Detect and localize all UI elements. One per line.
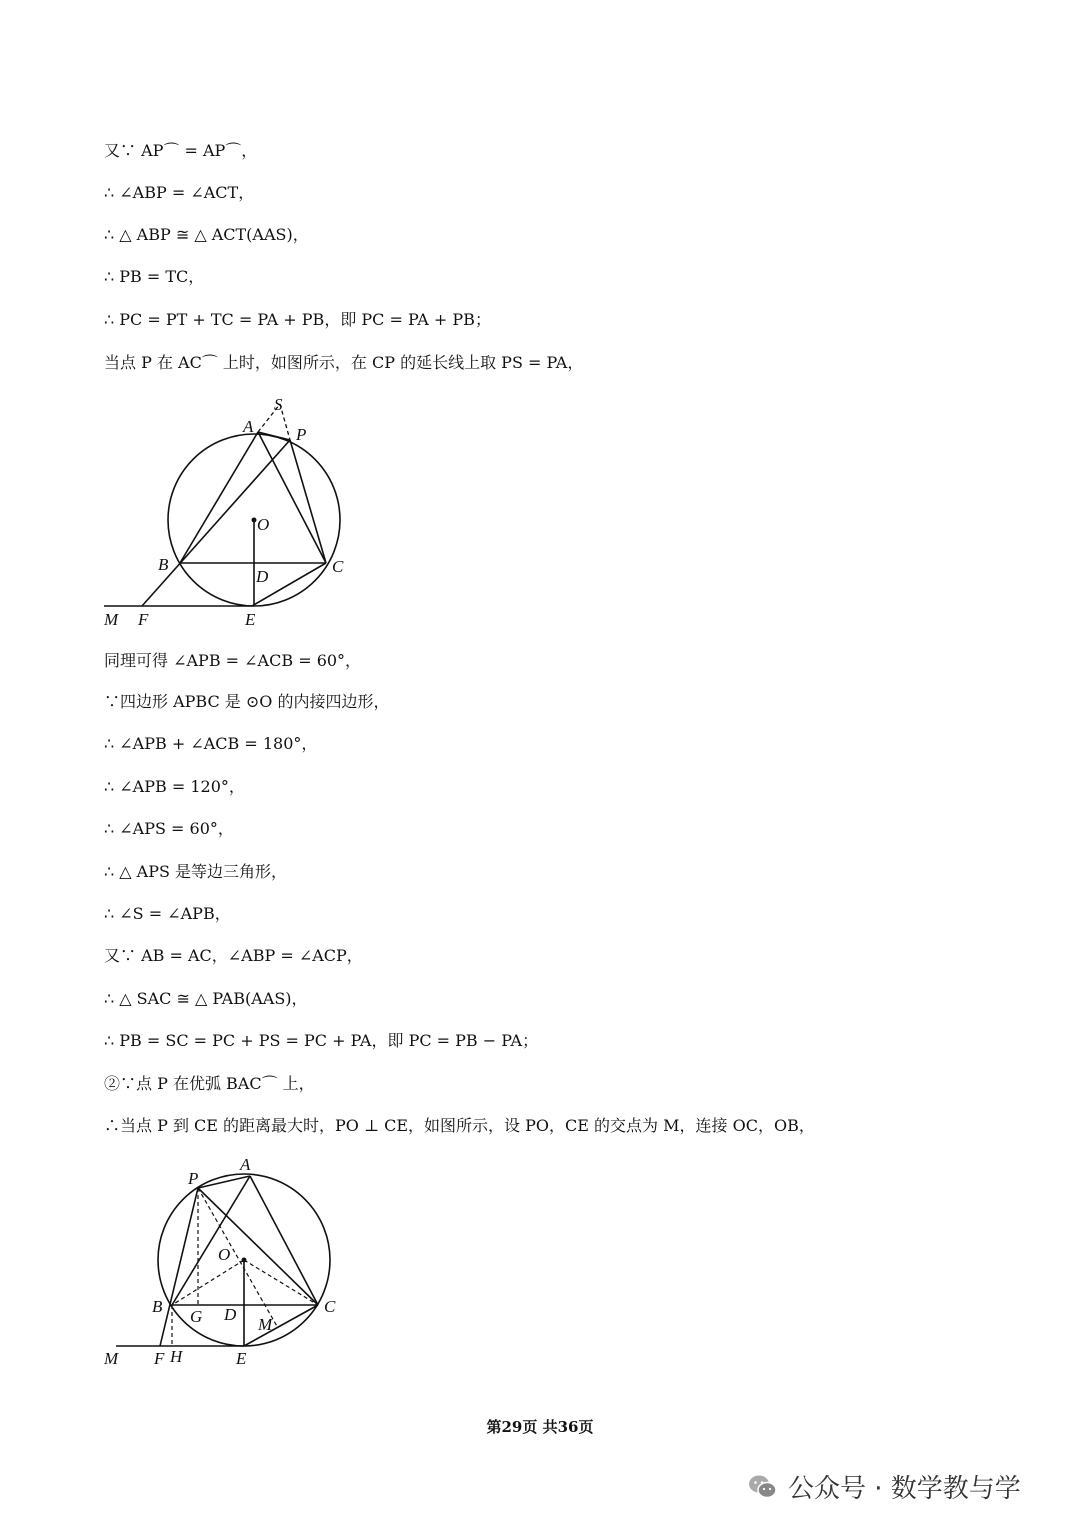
label-P: P [188, 1169, 199, 1188]
geometry-figure-1 [100, 390, 360, 630]
label-M-inner: M [258, 1315, 273, 1334]
text-line-6: 当点 P 在 AC⌒ 上时，如图所示，在 CP 的延长线上取 PS = PA， [104, 353, 584, 372]
label-F: F [154, 1349, 165, 1368]
text-line-10: ∴ ∠APB = 120°， [104, 777, 245, 796]
text-line-15: ∴ △ SAC ≅ △ PAB(AAS)， [104, 989, 308, 1008]
label-E: E [236, 1349, 247, 1368]
label-B: B [152, 1297, 163, 1316]
label-A: A [243, 417, 254, 436]
text-line-4: ∴ PB = TC， [104, 267, 205, 286]
label-F: F [138, 610, 149, 629]
text-line-9: ∴ ∠APB + ∠ACB = 180°， [104, 734, 318, 753]
text-line-1: 又∵ AP⌒ = AP⌒， [104, 141, 258, 160]
text-line-8: ∵四边形 APBC 是 ⊙O 的内接四边形， [104, 692, 390, 711]
label-O: O [257, 515, 270, 534]
wechat-icon [748, 1474, 778, 1500]
text-line-12: ∴ △ APS 是等边三角形， [104, 862, 288, 881]
text-line-13: ∴ ∠S = ∠APB， [104, 904, 231, 923]
label-D: D [224, 1305, 237, 1324]
page-footer: 第29页 共36页 [486, 1418, 594, 1436]
watermark-text: 公众号 · 数学教与学 [788, 1474, 1021, 1504]
label-P: P [296, 425, 307, 444]
text-line-5: ∴ PC = PT + TC = PA + PB，即 PC = PA + PB； [104, 310, 491, 329]
label-A: A [240, 1155, 251, 1174]
label-C: C [324, 1297, 336, 1316]
label-H: H [170, 1347, 183, 1366]
text-line-16: ∴ PB = SC = PC + PS = PC + PA，即 PC = PB − PA； [104, 1031, 539, 1050]
label-C: C [332, 557, 344, 576]
text-line-7: 同理可得 ∠APB = ∠ACB = 60°， [104, 651, 362, 670]
label-M: M [104, 610, 119, 629]
text-line-3: ∴ △ ABP ≅ △ ACT(AAS)， [104, 225, 309, 244]
label-M: M [104, 1349, 119, 1368]
text-line-18: ∴当点 P 到 CE 的距离最大时，PO ⊥ CE，如图所示，设 PO，CE 的交点为 M，连接 OC，OB， [104, 1116, 815, 1135]
geometry-figure-2 [100, 1150, 360, 1375]
label-E: E [245, 610, 256, 629]
label-S: S [274, 395, 283, 414]
text-line-17: ②∵点 P 在优弧 BAC⌒ 上， [104, 1074, 315, 1093]
label-G: G [190, 1307, 203, 1326]
text-line-11: ∴ ∠APS = 60°， [104, 819, 234, 838]
text-line-2: ∴ ∠ABP = ∠ACT， [104, 183, 255, 202]
watermark [748, 1468, 1021, 1505]
label-B: B [158, 555, 169, 574]
label-D: D [256, 567, 269, 586]
label-O: O [218, 1245, 231, 1264]
text-line-14: 又∵ AB = AC，∠ABP = ∠ACP， [104, 946, 363, 965]
